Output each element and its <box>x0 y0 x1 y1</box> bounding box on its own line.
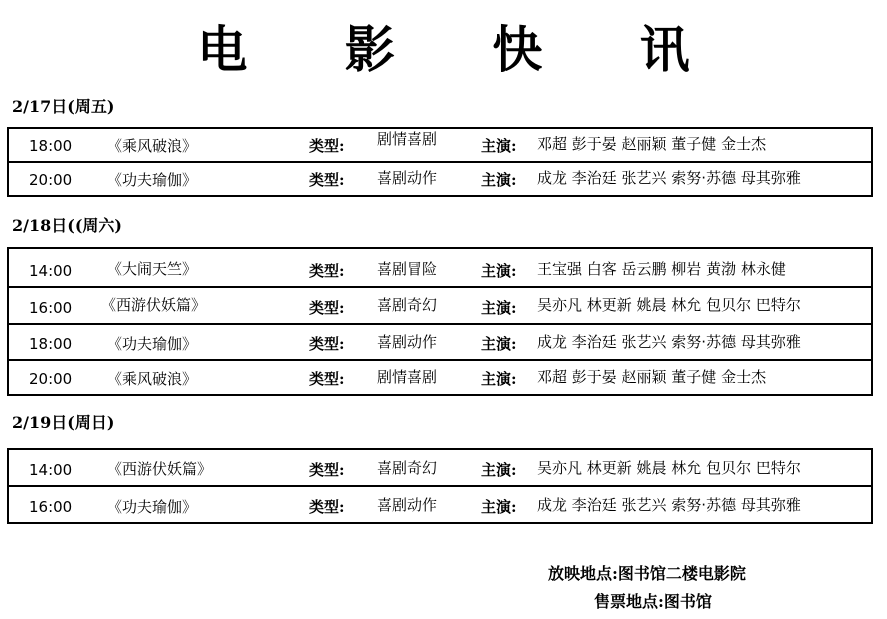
date-heading-day-2: 2/18日((周六) <box>12 216 122 235</box>
ticket-venue: 售票地点:图书馆 <box>594 592 712 611</box>
table-row <box>9 288 871 325</box>
cast-value: 邓超 彭于晏 赵丽颖 董子健 金士杰 <box>537 135 767 153</box>
cast-value: 成龙 李治廷 张艺兴 索努·苏德 母其弥雅 <box>537 496 801 514</box>
genre-value: 喜剧奇幻 <box>377 459 438 477</box>
showtime: 14:00 <box>29 461 73 479</box>
cast-value: 王宝强 白客 岳云鹏 柳岩 黄渤 林永健 <box>537 260 786 278</box>
showtime: 20:00 <box>29 171 73 189</box>
genre-value: 喜剧冒险 <box>377 260 438 278</box>
genre-label: 类型: <box>309 171 345 189</box>
screening-venue: 放映地点:图书馆二楼电影院 <box>548 564 746 583</box>
page-title: 电 影 快 讯 <box>197 20 730 79</box>
cast-value: 吴亦凡 林更新 姚晨 林允 包贝尔 巴特尔 <box>537 296 801 314</box>
genre-label: 类型: <box>309 299 345 317</box>
table-row <box>9 163 871 197</box>
date-heading-day-1: 2/17日(周五) <box>12 97 115 116</box>
genre-label: 类型: <box>309 137 345 155</box>
movie-title: 《西游伏妖篇》 <box>101 296 207 314</box>
cast-label: 主演: <box>481 299 517 317</box>
movie-title: 《功夫瑜伽》 <box>107 171 198 189</box>
showtime: 16:00 <box>29 299 73 317</box>
movie-title: 《乘风破浪》 <box>107 137 198 155</box>
genre-label: 类型: <box>309 370 345 388</box>
table-row <box>9 450 871 487</box>
genre-value: 喜剧奇幻 <box>377 296 438 314</box>
genre-label: 类型: <box>309 498 345 516</box>
table-row <box>9 325 871 361</box>
showtime: 20:00 <box>29 370 73 388</box>
schedule-table-day-1 <box>7 127 873 197</box>
cast-label: 主演: <box>481 171 517 189</box>
genre-value: 喜剧动作 <box>377 169 438 187</box>
cast-value: 邓超 彭于晏 赵丽颖 董子健 金士杰 <box>537 368 767 386</box>
date-heading-day-3: 2/19日(周日) <box>12 413 115 432</box>
showtime: 16:00 <box>29 498 73 516</box>
genre-label: 类型: <box>309 461 345 479</box>
movie-title: 《乘风破浪》 <box>107 370 198 388</box>
cast-value: 成龙 李治廷 张艺兴 索努·苏德 母其弥雅 <box>537 333 801 351</box>
cast-label: 主演: <box>481 370 517 388</box>
genre-value: 喜剧动作 <box>377 333 438 351</box>
movie-title: 《大闹天竺》 <box>107 260 198 278</box>
cast-label: 主演: <box>481 335 517 353</box>
cast-value: 吴亦凡 林更新 姚晨 林允 包贝尔 巴特尔 <box>537 459 801 477</box>
showtime: 18:00 <box>29 335 73 353</box>
table-row <box>9 249 871 288</box>
genre-value: 剧情喜剧 <box>377 130 438 148</box>
table-row <box>9 361 871 396</box>
genre-label: 类型: <box>309 335 345 353</box>
table-row <box>9 487 871 524</box>
schedule-table-day-3 <box>7 448 873 524</box>
genre-label: 类型: <box>309 262 345 280</box>
genre-value: 喜剧动作 <box>377 496 438 514</box>
showtime: 18:00 <box>29 137 73 155</box>
cast-label: 主演: <box>481 262 517 280</box>
cast-label: 主演: <box>481 461 517 479</box>
showtime: 14:00 <box>29 262 73 280</box>
schedule-table-day-2 <box>7 247 873 396</box>
table-row <box>9 129 871 163</box>
movie-title: 《功夫瑜伽》 <box>107 498 198 516</box>
movie-title: 《功夫瑜伽》 <box>107 335 198 353</box>
movie-title: 《西游伏妖篇》 <box>107 460 213 478</box>
cast-value: 成龙 李治廷 张艺兴 索努·苏德 母其弥雅 <box>537 169 801 187</box>
cast-label: 主演: <box>481 498 517 516</box>
cast-label: 主演: <box>481 137 517 155</box>
genre-value: 剧情喜剧 <box>377 368 438 386</box>
